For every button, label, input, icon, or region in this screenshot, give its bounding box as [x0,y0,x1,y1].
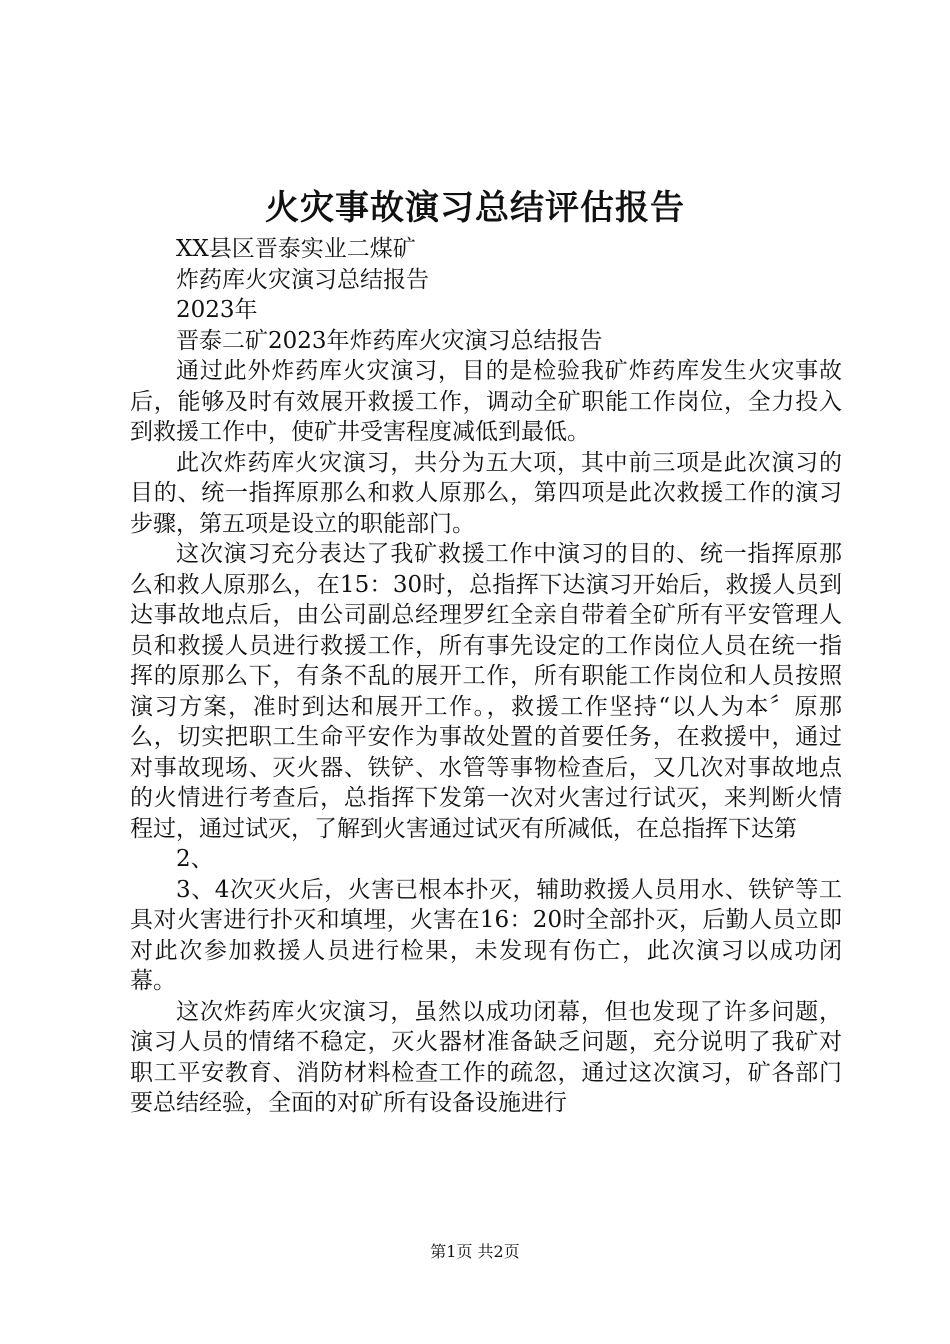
document-title: 火灾事故演习总结评估报告 [265,188,685,228]
page-footer: 第1页 共2页 [430,1242,520,1261]
paragraph-problems: 这次炸药库火灾演习，虽然以成功闭幕，但也发现了许多问题，演习人员的情绪不稳定，灭火器材准备缺乏问题，充分说明了我矿对职工平安教育、消防材料检查工作的疏忽，通过这次演习，矿各部门要总结经验，全面的对矿所有设备设施进行 [130,998,842,1116]
paragraph-item-2: 2、 [176,846,214,872]
header-line-full-title: 晋泰二矿2023年炸药库火灾演习总结报告 [176,327,603,354]
header-line-mine-name: XX县区晋泰实业二煤矿 [176,236,416,262]
paragraph-extinguish: 3、4次灭火后，火害已根本扑灭，辅助救援人员用水、铁铲等工具对火害进行扑灭和填埋，火害在16：20时全部扑灭，后勤人员立即对此次参加救援人员进行检果，未发现有伤亡，此次演习以成功闭幕。 [130,876,842,994]
paragraph-process: 这次演习充分表达了我矿救援工作中演习的目的、统一指挥原那么和救人原那么，在15：30时，总指挥下达演习开始后，救援人员到达事故地点后，由公司副总经理罗红全亲自带着全矿所有平安管理人员和救援人员进行救援工作，所有事先设定的工作岗位人员在统一指挥的原那么下，有条不乱的展开工作，所有职能工作岗位和人员按照演习方案，准时到达和展开工作。，救援工作坚持“以人为本〞原那么，切实把职工生命平安作为事故处置的首要任务，在救援中，通过对事故现场、灭火器、铁铲、水管等事物检查后，又几次对事故地点的火情进行考查后，总指挥下发第一次对火害过行试灭，来判断火情程过，通过试灭，了解到火害通过试灭有所减低，在总指挥下达第 [130,541,842,842]
header-line-year: 2023年 [176,297,258,323]
paragraph-structure: 此次炸药库火灾演习，共分为五大项，其中前三项是此次演习的目的、统一指挥原那么和救人原那么，第四项是此次救援工作的演习步骤，第五项是设立的职能部门。 [130,449,842,537]
document-body [130,234,842,1119]
header-line-report-name: 炸药库火灾演习总结报告 [176,266,429,293]
paragraph-purpose: 通过此外炸药库火灾演习，目的是检验我矿炸药库发生火灾事故后，能够及时有效展开救援工作，调动全矿职能工作岗位，全力投入到救援工作中，使矿井受害程度减低到最低。 [130,358,842,445]
